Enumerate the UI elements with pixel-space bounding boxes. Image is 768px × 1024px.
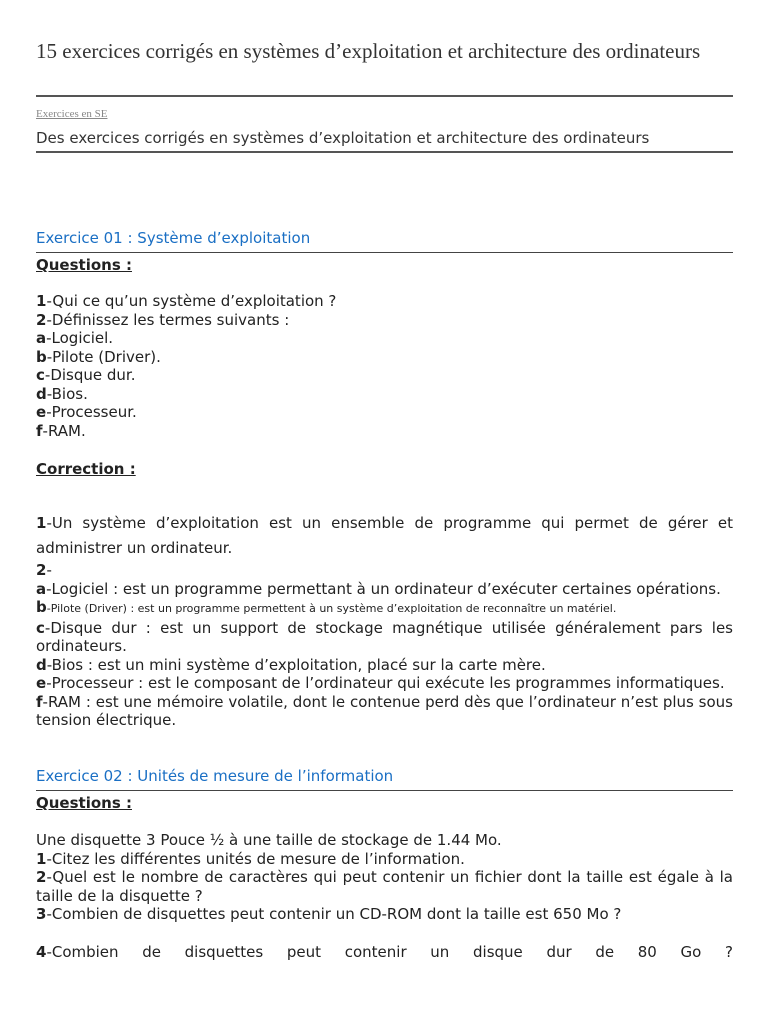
correction-item: a-Logiciel : est un programme permettant à un ordinateur d’exécuter certaines opérations.: [36, 579, 721, 598]
list-item: e-Processeur.: [36, 403, 137, 421]
exercise-1-questions-heading: Questions :: [36, 256, 132, 274]
list-item: d-Bios.: [36, 384, 88, 403]
title-divider: [36, 95, 733, 97]
exercise-1-title: Exercice 01 : Système d’exploitation: [36, 229, 311, 247]
list-item: 2-Définissez les termes suivants :: [36, 310, 290, 329]
exercise-2-questions-heading: Questions :: [36, 794, 132, 812]
correction-item: 1-Un système d’exploitation est un ensemble de programme qui permet de gérer et administrer un ordinateur.: [36, 514, 733, 557]
exercise-1-divider: [36, 252, 733, 253]
correction-item: 2-: [36, 561, 52, 579]
correction-item: b-Pilote (Driver) : est un programme permettent à un système d’exploitation de reconnaître un matériel.: [36, 598, 617, 616]
list-item: 1-Citez les différentes unités de mesure de l’information.: [36, 849, 465, 868]
correction-item: e-Processeur : est le composant de l’ordinateur qui exécute les programmes informatiques.: [36, 674, 725, 692]
exercise-2-questions-list: [36, 831, 733, 924]
list-item: Une disquette 3 Pouce ½ à une taille de stockage de 1.44 Mo.: [36, 831, 502, 849]
list-item: c-Disque dur.: [36, 366, 136, 384]
page-title: 15 exercices corrigés en systèmes d’exploitation et architecture des ordinateurs: [36, 39, 701, 63]
exercise-2-question-4: [36, 943, 733, 962]
correction-item: c-Disque dur : est un support de stockage magnétique utilisée généralement pars les ordinateurs.: [36, 618, 733, 655]
list-item: f-RAM.: [36, 421, 86, 440]
list-item: 4-Combien de disquettes peut contenir un disque dur de 80 Go ?: [36, 943, 733, 961]
list-item: a-Logiciel.: [36, 329, 114, 347]
exercise-2-divider: [36, 790, 733, 791]
category-link[interactable]: Exercices en SE: [36, 108, 108, 120]
exercise-1-questions-list: [36, 292, 733, 440]
list-item: b-Pilote (Driver).: [36, 347, 161, 366]
exercise-2-title: Exercice 02 : Unités de mesure de l’information: [36, 767, 394, 785]
description-divider: [36, 151, 733, 153]
exercise-1-correction: [36, 511, 733, 730]
list-item: 3-Combien de disquettes peut contenir un CD-ROM dont la taille est 650 Mo ?: [36, 905, 622, 923]
page-description: Des exercices corrigés en systèmes d’exploitation et architecture des ordinateurs: [36, 129, 650, 147]
list-item: 2-Quel est le nombre de caractères qui peut contenir un fichier dont la taille est égale à la taille de la disquette ?: [36, 868, 733, 905]
exercise-1-correction-heading: Correction :: [36, 460, 136, 478]
correction-item: d-Bios : est un mini système d’exploitation, placé sur la carte mère.: [36, 655, 546, 674]
list-item: 1-Qui ce qu’un système d’exploitation ?: [36, 292, 337, 310]
correction-item: f-RAM : est une mémoire volatile, dont le contenue perd dès que l’ordinateur n’est plus sous tension électrique.: [36, 692, 733, 729]
